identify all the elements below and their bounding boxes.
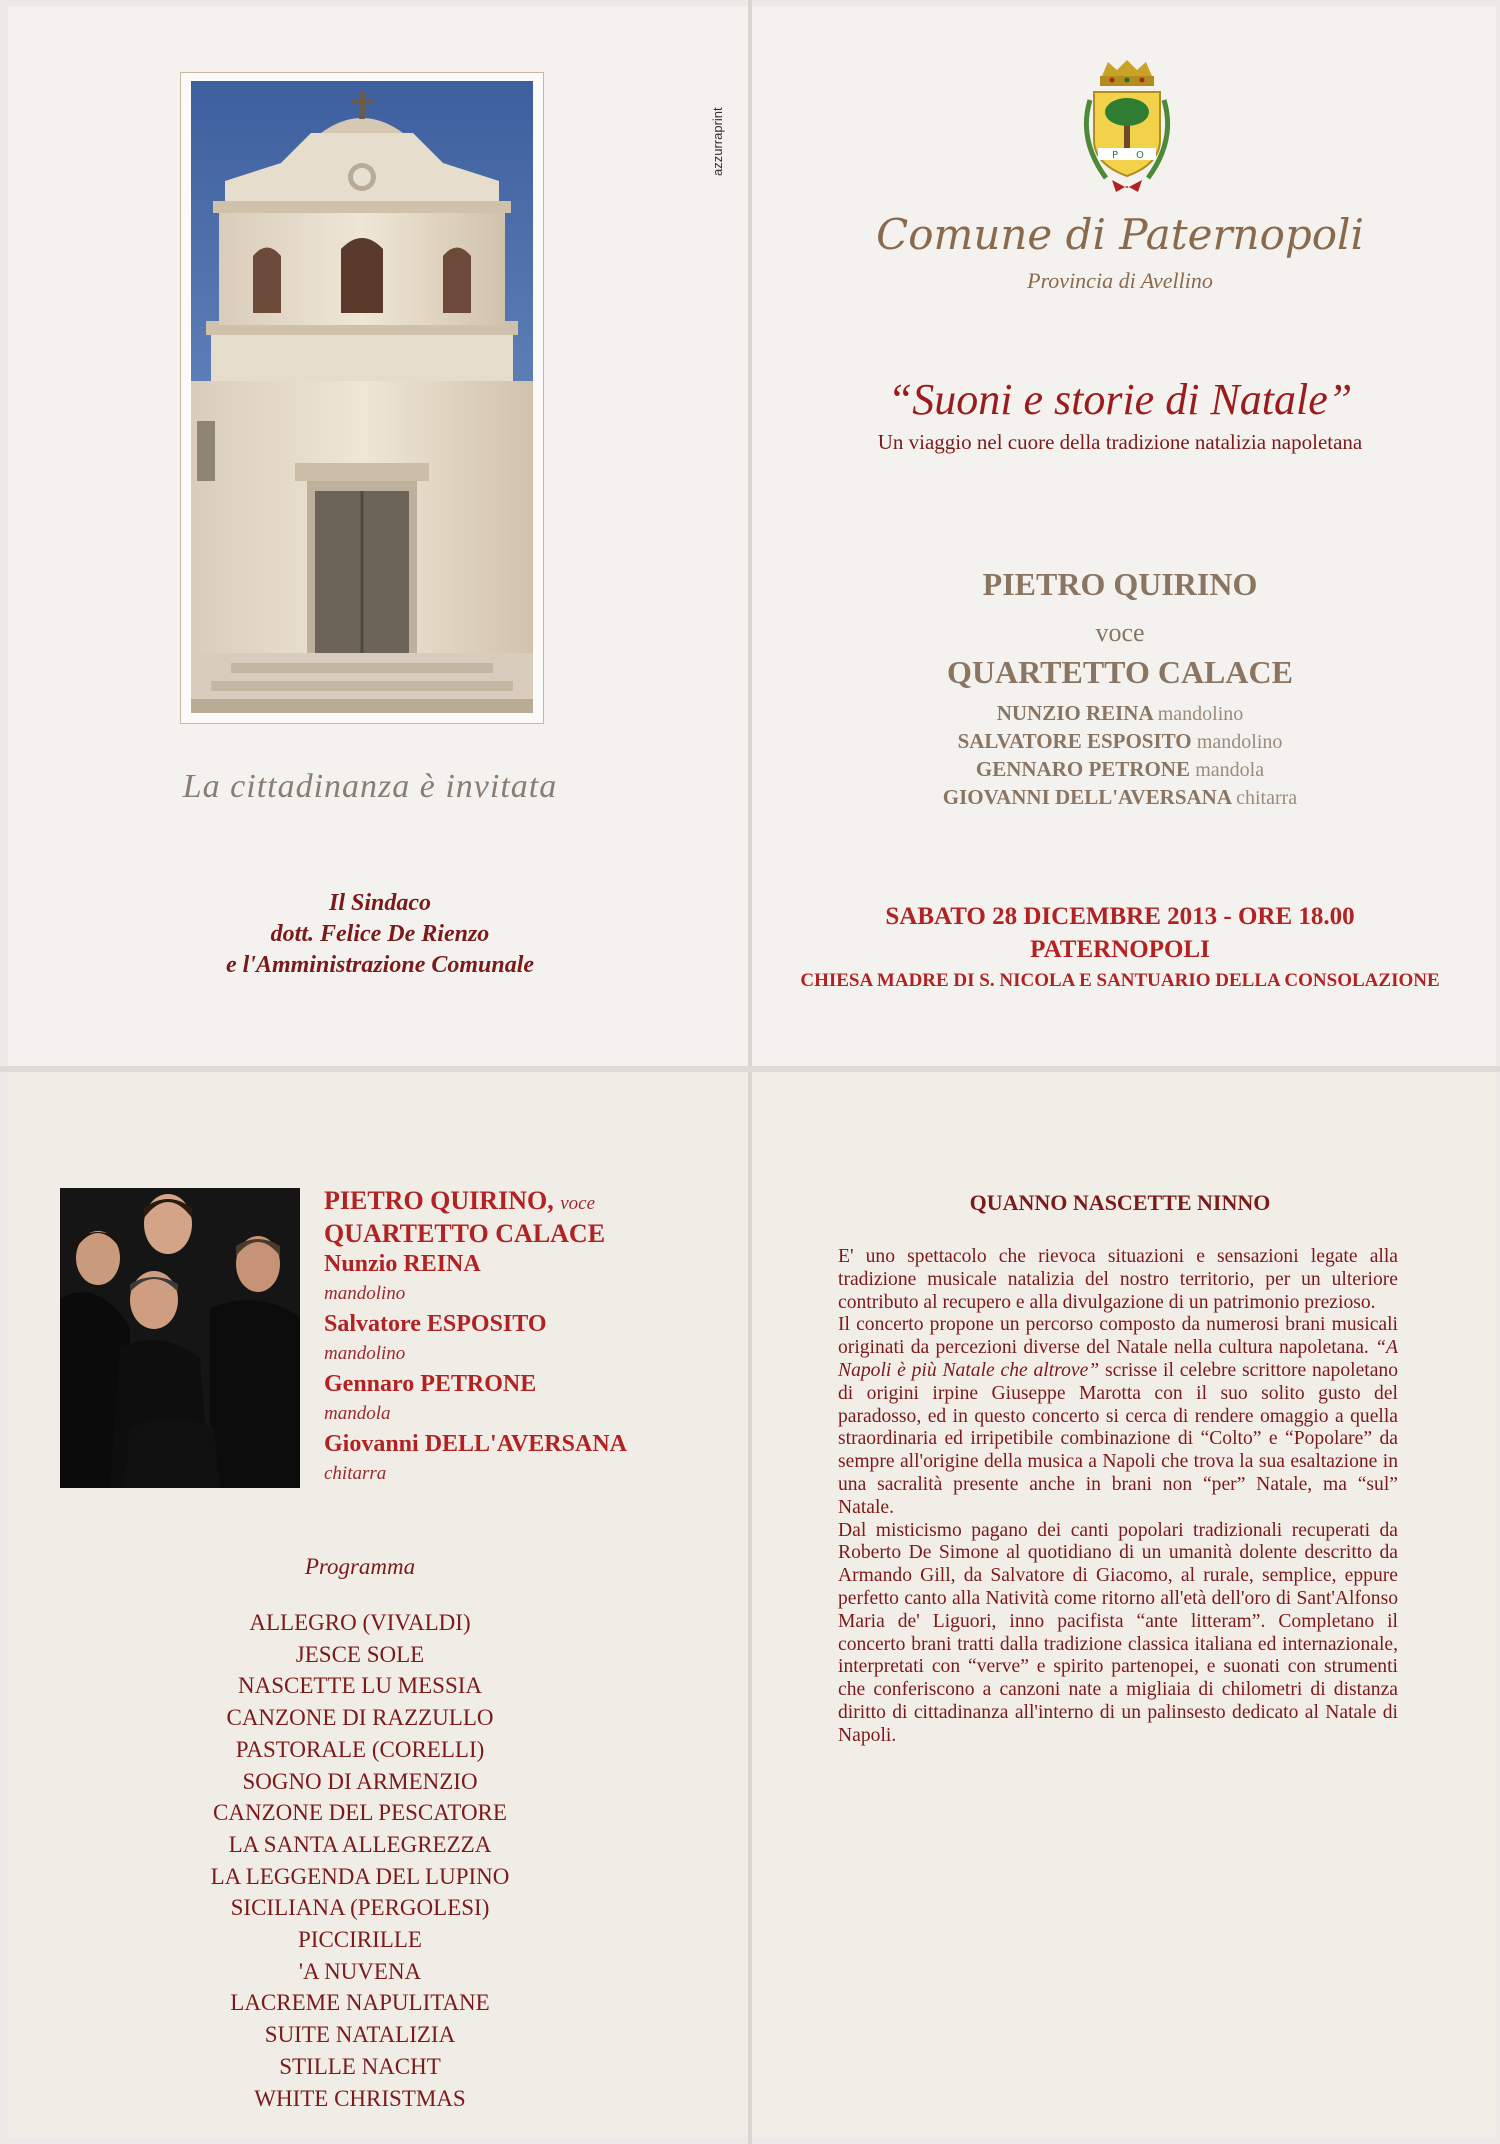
host-line: e l'Amministrazione Comunale <box>225 952 535 978</box>
svg-text:O: O <box>1136 150 1144 161</box>
article-text: scrisse il celebre scrittore napoletano di origini irpine Giuseppe Marotta con il suo solito gusto del paradosso, ed in questo concerto si cerca di rendere omaggio a quella straordinaria ed irripetibile combinazione di “Colto” e “Popolare” da sempre all'origine della musica a Napoli che trova la sua esaltazione in una sacralità presente anche in brani non “per” Natale, ma “sul” Natale. <box>838 1359 1399 1518</box>
member-line <box>770 729 1470 754</box>
event-venue: CHIESA MADRE DI S. NICOLA E SANTUARIO DELLA CONSOLAZIONE <box>800 970 1440 991</box>
credits-member <box>324 1309 724 1339</box>
credits-singer-name: PIETRO QUIRINO, <box>324 1186 554 1215</box>
credits-member-instrument: mandolino <box>324 1343 406 1364</box>
lead-singer-role: voce <box>1095 618 1145 647</box>
member-name: GIOVANNI DELL'AVERSANA <box>942 785 1231 809</box>
program-item: SOGNO DI ARMENZIO <box>242 1768 478 1794</box>
credits-member-instrument: mandola <box>324 1403 391 1424</box>
member-name: GENNARO PETRONE <box>975 757 1190 781</box>
article-paragraph: E' uno spettacolo che rievoca situazioni e sensazioni legate alla tradizione musicale natalizia del nostro territorio, per un ulteriore contributo al recupero e alla divulgazione di un patrimonio prezioso. <box>838 1246 1398 1313</box>
program-item: JESCE SOLE <box>295 1641 425 1667</box>
ensemble-name: QUARTETTO CALACE <box>947 654 1293 690</box>
programma-heading: Programma <box>304 1554 416 1579</box>
ensemble-photo <box>60 1188 300 1488</box>
credits-member <box>324 1429 724 1459</box>
member-instrument: chitarra <box>1236 787 1298 809</box>
member-instrument: mandolino <box>1196 731 1283 753</box>
host-block <box>130 888 630 981</box>
concert-subtitle: Un viaggio nel cuore della tradizione natalizia napoletana <box>877 430 1363 454</box>
program-item: WHITE CHRISTMAS <box>254 2085 466 2111</box>
member-instrument: mandola <box>1195 759 1265 781</box>
fold-line-vertical <box>748 0 752 2144</box>
member-line <box>770 757 1470 782</box>
member-line <box>770 785 1470 810</box>
article-paragraph: Dal misticismo pagano dei canti popolari tradizionali recuperati da Roberto De Simone al quotidiano di un umanità dolente descritto da Armando Gill, da Salvatore di Giacomo, al rurale, semplice, eppure perfetto canto alla Natività come ritorno all'età dell'oro di Sant'Alfonso Maria de' Liguori, inno pacifista “ante litteram”. Completano il concerto brani tratti dalla tradizione classica italiana ed internazionale, interpretati con “verve” e spirito partenopei, e suonati con strumenti che conferiscono a canzoni nate a migliaia di chilometri di distanza diritto di cittadinanza all'interno di un palinsesto dedicato al Natale di Napoli. <box>838 1519 1398 1746</box>
invitation-text: La cittadinanza è invitata <box>182 768 558 805</box>
church-photo <box>191 81 533 713</box>
member-last-name: PETRONE <box>420 1371 537 1397</box>
program-item: CANZONE DEL PESCATORE <box>213 1800 507 1826</box>
program-item: ALLEGRO (VIVALDI) <box>249 1610 471 1635</box>
event-date-time: SABATO 28 DICEMBRE 2013 - ORE 18.00 <box>885 903 1355 930</box>
member-first-name: Nunzio <box>324 1251 398 1277</box>
member-last-name: REINA <box>403 1251 481 1277</box>
program-item: PASTORALE (CORELLI) <box>235 1736 485 1762</box>
host-line: Il Sindaco <box>328 890 432 916</box>
credits-singer <box>324 1186 724 1219</box>
program-item: PICCIRILLE <box>298 1927 422 1953</box>
concert-title: “Suoni e storie di Natale” <box>887 375 1353 424</box>
credits-member-instrument: mandolino <box>324 1283 406 1304</box>
program-item: LA SANTA ALLEGREZZA <box>228 1831 492 1857</box>
member-first-name: Gennaro <box>324 1371 415 1397</box>
credits-member <box>324 1369 724 1399</box>
article-quote: “A Napoli è più Natale che altrove” <box>838 1337 1398 1381</box>
article-paragraph <box>838 1314 1398 1519</box>
credits-singer-role: voce <box>560 1193 596 1214</box>
printer-mark: azzurraprint <box>710 107 725 176</box>
program-item: 'A NUVENA <box>298 1958 422 1984</box>
program-item: SICILIANA (PERGOLESI) <box>230 1895 490 1921</box>
program-item: NASCETTE LU MESSIA <box>237 1673 483 1699</box>
program-item: CANZONE DI RAZZULLO <box>226 1705 494 1731</box>
credits-member <box>324 1249 724 1279</box>
member-name: SALVATORE ESPOSITO <box>957 729 1192 753</box>
provincia-subtitle: Provincia di Avellino <box>1027 268 1213 293</box>
member-line <box>770 701 1470 726</box>
programma-list <box>50 1607 670 2114</box>
program-item: LA LEGGENDA DEL LUPINO <box>210 1863 510 1889</box>
credits-block <box>324 1186 724 1489</box>
member-instrument: mandolino <box>1157 703 1244 725</box>
host-line: dott. Felice De Rienzo <box>270 921 490 947</box>
article-text: Il concerto propone un percorso composto da numerosi brani musicali originati da percezioni diverse del Natale nella cultura napoletana. <box>838 1314 1398 1359</box>
lead-singer: PIETRO QUIRINO <box>982 566 1258 602</box>
svg-text:P: P <box>1112 150 1119 161</box>
credits-ensemble: QUARTETTO CALACE <box>324 1219 606 1248</box>
comune-title: Comune di Paternopoli <box>876 210 1364 259</box>
article-heading: QUANNO NASCETTE NINNO <box>969 1190 1271 1215</box>
article-body <box>838 1246 1398 1748</box>
municipal-crest-logo <box>1072 60 1182 195</box>
church-photo-frame <box>180 72 544 724</box>
member-last-name: DELL'AVERSANA <box>424 1431 627 1457</box>
program-item: LACREME NAPULITANE <box>230 1990 490 2016</box>
member-last-name: ESPOSITO <box>426 1311 547 1337</box>
program-item: STILLE NACHT <box>279 2053 441 2079</box>
program-item: SUITE NATALIZIA <box>264 2022 456 2048</box>
event-town: PATERNOPOLI <box>1030 936 1210 963</box>
member-first-name: Salvatore <box>324 1311 421 1337</box>
member-name: NUNZIO REINA <box>996 701 1153 725</box>
fold-line-horizontal <box>0 1066 1500 1072</box>
member-first-name: Giovanni <box>324 1431 419 1457</box>
credits-member-instrument: chitarra <box>324 1463 387 1484</box>
